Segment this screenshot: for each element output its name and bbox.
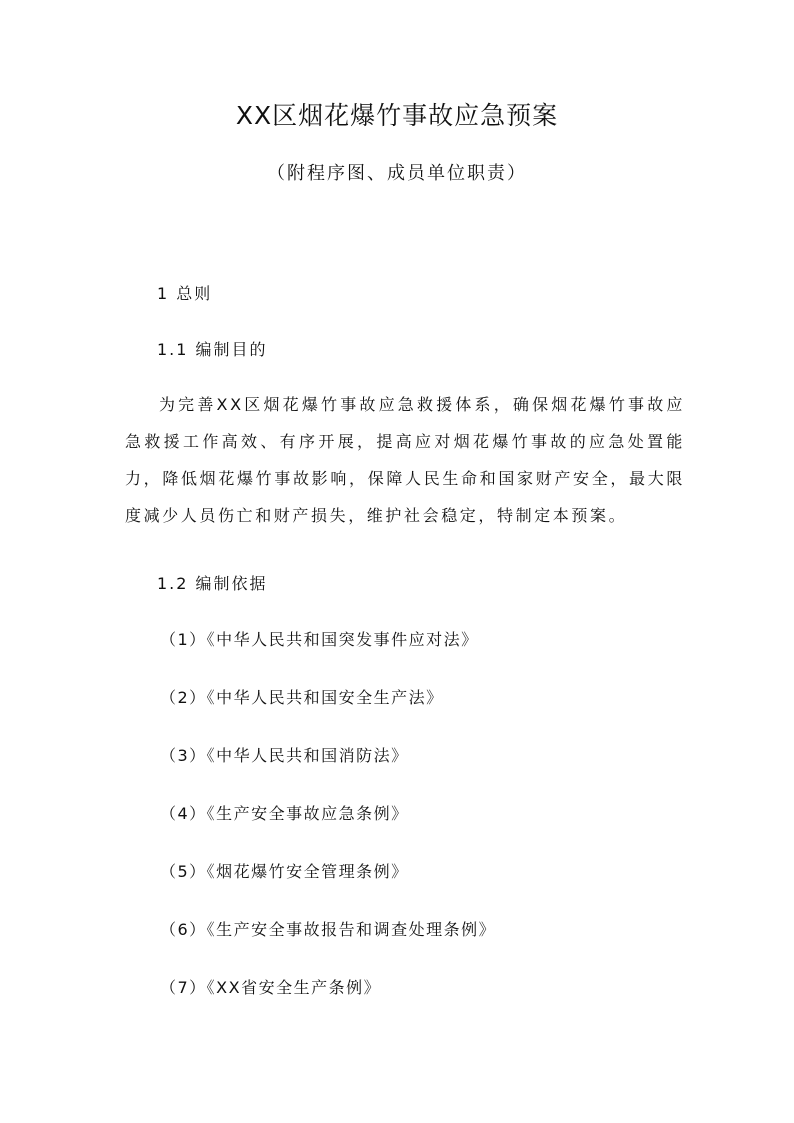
document-subtitle: （附程序图、成员单位职责） (267, 163, 527, 184)
section-1-1-heading: 1.1 编制目的 (157, 340, 268, 359)
basis-item-1: （1）《中华人民共和国突发事件应对法》 (160, 630, 479, 649)
basis-item-6: （6）《生产安全事故报告和调查处理条例》 (160, 920, 497, 939)
section-1-2-heading: 1.2 编制依据 (157, 574, 268, 593)
basis-item-3: （3）《中华人民共和国消防法》 (160, 746, 409, 765)
basis-item-4: （4）《生产安全事故应急条例》 (160, 804, 409, 823)
basis-list (160, 628, 496, 1034)
basis-item-2: （2）《中华人民共和国安全生产法》 (160, 688, 444, 707)
basis-item-7: （7）《XX省安全生产条例》 (160, 978, 382, 997)
purpose-paragraph: 为完善XX区烟花爆竹事故应急救援体系，确保烟花爆竹事故应急救援工作高效、有序开展，提高应对烟花爆竹事故的应急处置能力，降低烟花爆竹事故影响，保障人民生命和国家财产安全，最大限度减少人员伤亡和财产损失，维护社会稳定，特制定本预案。 (125, 395, 685, 525)
section-1-heading: 1 总则 (157, 284, 213, 303)
document-title: XX区烟花爆竹事故应急预案 (235, 101, 559, 130)
basis-item-5: （5）《烟花爆竹安全管理条例》 (160, 862, 409, 881)
